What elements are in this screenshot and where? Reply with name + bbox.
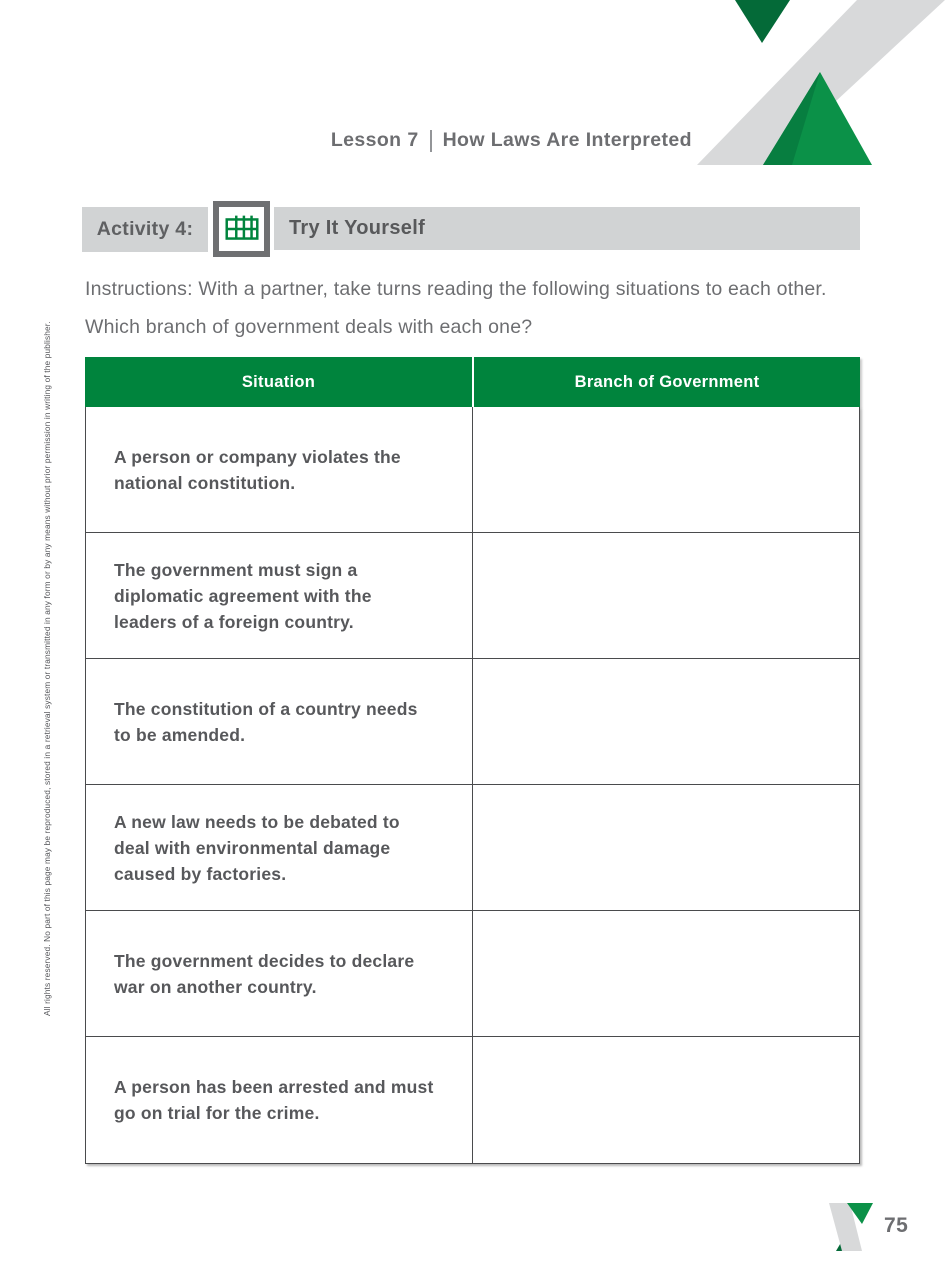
activity-title-bar — [274, 207, 860, 250]
table-header-situation: Situation — [85, 357, 472, 407]
table-row — [86, 407, 859, 533]
table-row — [86, 533, 859, 659]
situation-cell: A person or company violates the national constitution. — [86, 407, 473, 532]
lesson-title: How Laws Are Interpreted — [442, 129, 692, 151]
table-row — [86, 785, 859, 911]
table-row — [86, 659, 859, 785]
branch-answer-cell — [473, 533, 859, 658]
table-header-branch: Branch of Government — [474, 357, 860, 407]
table-row — [86, 1037, 859, 1163]
activity-icon-box — [213, 201, 270, 257]
situation-cell: The constitution of a country needs to be amended. — [86, 659, 473, 784]
situation-cell: A person has been arrested and must go on trial for the crime. — [86, 1037, 473, 1163]
branch-answer-cell — [473, 1037, 859, 1163]
instructions-text: Instructions: With a partner, take turns reading the following situations to each other. Which branch of government deals with each one? — [85, 278, 827, 338]
branch-answer-cell — [473, 659, 859, 784]
situation-cell: The government must sign a diplomatic agreement with the leaders of a foreign country. — [86, 533, 473, 658]
header-separator — [430, 130, 432, 152]
situations-table — [85, 357, 860, 1164]
brand-logo-x — [695, 0, 945, 165]
table-body — [85, 407, 860, 1164]
activity-label: Activity 4: — [82, 207, 208, 252]
situation-cell: A new law needs to be debated to deal with environmental damage caused by factories. — [86, 785, 473, 910]
table-header-row — [85, 357, 860, 407]
branch-answer-cell — [473, 911, 859, 1036]
table-row — [86, 911, 859, 1037]
page-number: 75 — [884, 1214, 909, 1237]
copyright-notice: All rights reserved. No part of this page may be reproduced, stored in a retrieval system or transmitted in any form or by any means without prior permission in writing of the publisher. — [42, 321, 52, 1016]
lesson-header — [331, 129, 692, 152]
situation-cell: The government decides to declare war on another country. — [86, 911, 473, 1036]
table-grid-icon — [221, 208, 263, 250]
branch-answer-cell — [473, 785, 859, 910]
footer-logo-x — [826, 1200, 876, 1253]
lesson-number: Lesson 7 — [330, 129, 419, 151]
activity-title: Try It Yourself — [289, 217, 426, 239]
branch-answer-cell — [473, 407, 859, 532]
